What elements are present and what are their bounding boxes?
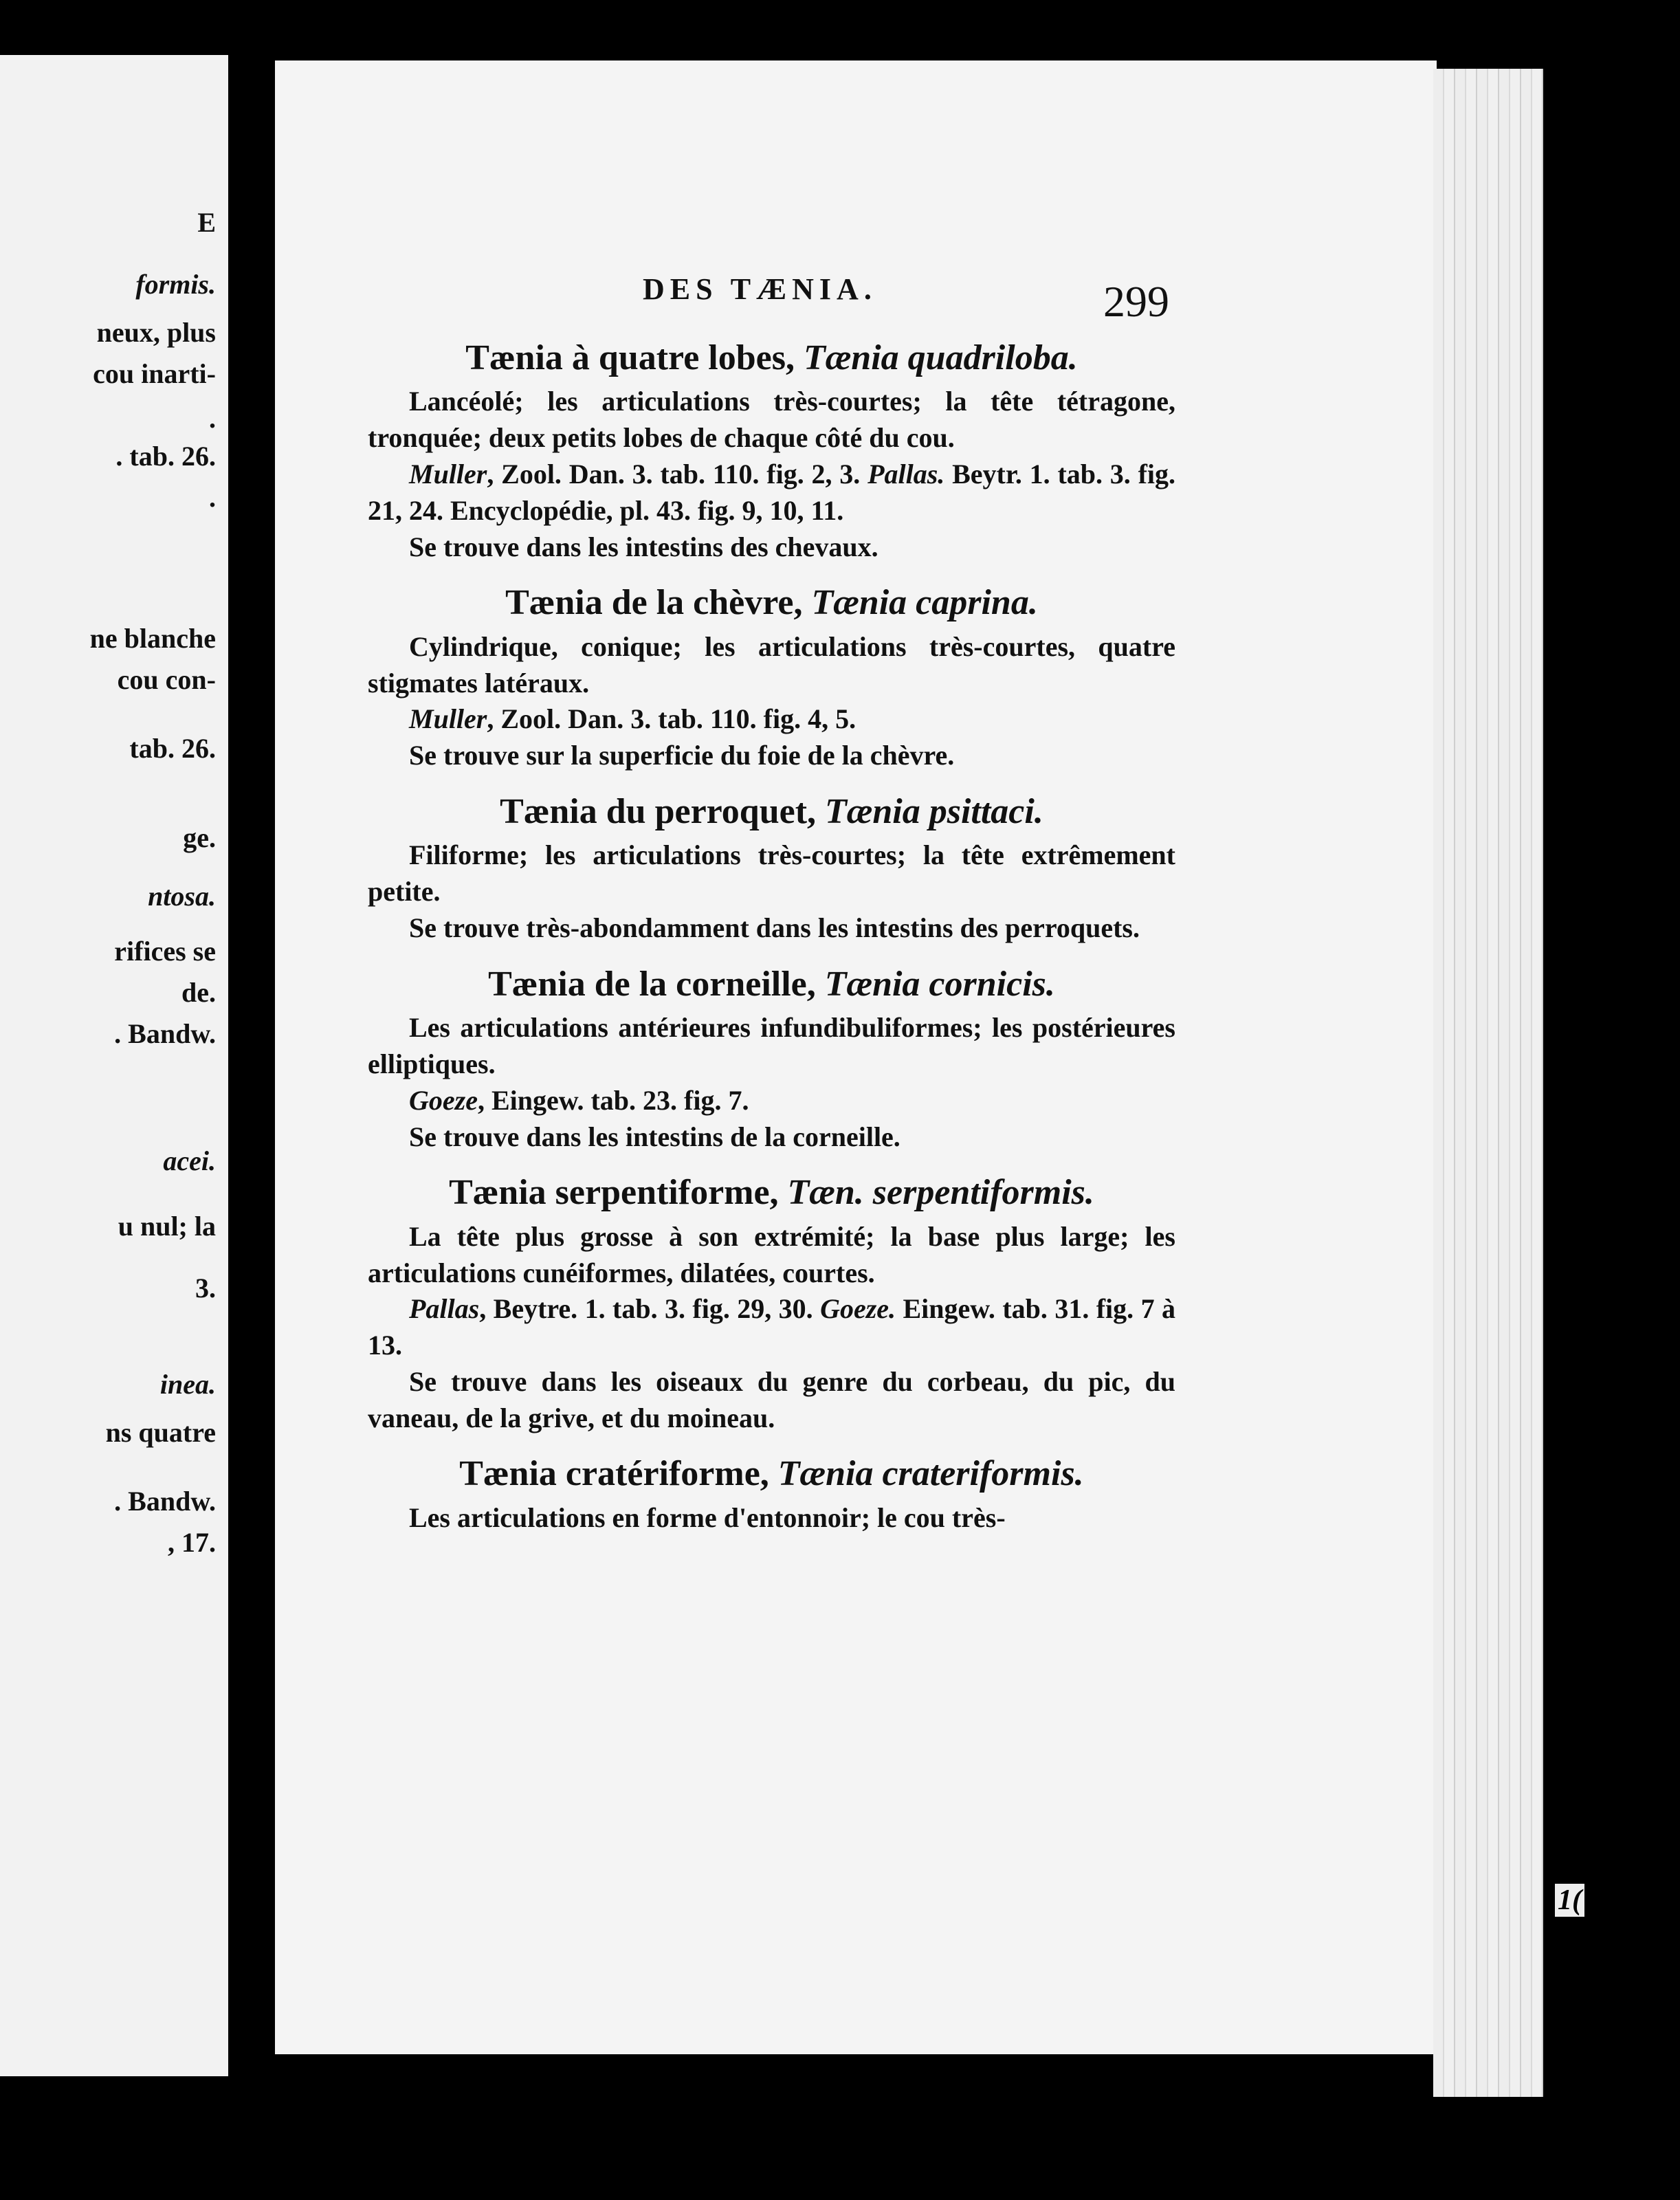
previous-page-line: cou inarti-	[93, 358, 216, 389]
previous-page-line: 3.	[195, 1273, 216, 1304]
entry-name: Tænia serpentiforme	[449, 1173, 770, 1213]
entry-latin-name: Tænia crateriformis.	[777, 1454, 1084, 1494]
entry-description: Filiforme; les articulations très-courtes; la tête extrêmement petite.	[368, 839, 1175, 908]
entry-heading: Tænia de la chèvre, Tænia caprina.	[505, 583, 1038, 623]
entry-name: Tænia cratériforme	[459, 1454, 760, 1494]
entry-heading: Tænia serpentiforme, Tæn. serpentiformis.	[449, 1173, 1094, 1213]
previous-page-line: de.	[181, 977, 216, 1008]
entry-latin-name: Tænia psittaci.	[825, 791, 1043, 831]
entry-habitat: Se trouve dans les intestins des chevaux.	[409, 531, 878, 562]
page-number: 299	[1103, 277, 1169, 326]
entry-latin-name: Tænia caprina.	[811, 583, 1038, 623]
entry-habitat: Se trouve dans les oiseaux du genre du corbeau, du pic, du vaneau, de la grive, et du moineau.	[368, 1365, 1175, 1433]
running-head: DES TÆNIA.	[643, 272, 877, 306]
entry-description: Cylindrique, conique; les articulations très-courtes, quatre stigmates latéraux.	[368, 630, 1175, 698]
previous-page-line: ge.	[183, 822, 216, 853]
entry-description: Les articulations en forme d'entonnoir; le cou très-	[409, 1502, 1006, 1533]
book-gutter	[228, 52, 260, 2080]
entry-name: Tænia de la corneille	[488, 964, 807, 1004]
previous-page-line: cou con-	[117, 664, 216, 695]
entry-references: Muller, Zool. Dan. 3. tab. 110. fig. 2, 3. Pallas. Beytr. 1. tab. 3. fig. 21, 24. Encyclopédie, pl. 43. fig. 9, 10, 11.	[368, 458, 1176, 526]
previous-page-line: E	[197, 207, 216, 238]
previous-page-line: ntosa.	[148, 881, 216, 912]
previous-page-line: ns quatre	[105, 1417, 216, 1448]
entry-references: Pallas, Beytre. 1. tab. 3. fig. 29, 30. Goeze. Eingew. tab. 31. fig. 7 à 13.	[368, 1293, 1175, 1361]
entry-serpentiformis	[368, 1172, 1175, 1436]
previous-page-line: inea.	[159, 1369, 216, 1400]
previous-page-line: neux, plus	[96, 317, 216, 348]
entry-latin-name: Tænia quadriloba.	[803, 338, 1078, 377]
previous-page-line: formis.	[135, 269, 216, 300]
previous-page-line: .	[209, 403, 216, 434]
entry-description: Les articulations antérieures infundibuliformes; les postérieures elliptiques.	[368, 1012, 1175, 1079]
entry-name: Tænia à quatre lobes	[465, 338, 786, 377]
entry-cornicis	[368, 963, 1175, 1156]
previous-page-line: acei.	[163, 1145, 216, 1176]
scan-border	[1543, 28, 1680, 2200]
previous-page-line: , 17.	[168, 1527, 216, 1558]
entry-heading: Tænia de la corneille, Tænia cornicis.	[488, 964, 1055, 1004]
entry-psittaci	[368, 791, 1175, 947]
page-edges	[1433, 69, 1543, 2097]
entry-references: Goeze, Eingew. tab. 23. fig. 7.	[409, 1084, 749, 1116]
previous-page-line: ne blanche	[89, 623, 216, 654]
entry-caprina	[368, 582, 1175, 774]
entry-heading: Tænia du perroquet, Tænia psittaci.	[500, 791, 1043, 831]
page-text	[368, 272, 1175, 1537]
entry-name: Tænia de la chèvre	[505, 583, 794, 623]
entry-crateriformis	[368, 1453, 1175, 1536]
previous-page-line: rifices se	[114, 936, 216, 967]
previous-page-line: tab. 26.	[129, 733, 216, 764]
edge-page-number-fragment: 1(	[1555, 1884, 1584, 1917]
entry-habitat: Se trouve dans les intestins de la corneille.	[409, 1121, 900, 1152]
entry-latin-name: Tænia cornicis.	[824, 964, 1055, 1004]
previous-page-line: . Bandw.	[114, 1486, 216, 1517]
entry-heading: Tænia cratériforme, Tænia crateriformis.	[459, 1454, 1084, 1494]
entry-description: Lancéolé; les articulations très-courtes; la tête tétragone, tronquée; deux petits lobes de chaque côté du cou.	[368, 386, 1175, 454]
entry-name: Tænia du perroquet	[500, 791, 808, 831]
previous-page-line: .	[209, 482, 216, 513]
entry-latin-name: Tæn. serpentiformis.	[787, 1173, 1094, 1213]
previous-page-line: u nul; la	[118, 1211, 216, 1242]
previous-page-line: . Bandw.	[114, 1018, 216, 1049]
entry-heading: Tænia à quatre lobes, Tænia quadriloba.	[465, 338, 1078, 377]
entry-habitat: Se trouve très-abondamment dans les intestins des perroquets.	[409, 912, 1140, 943]
entry-quadriloba	[368, 337, 1175, 565]
previous-page-fragment	[0, 55, 257, 2076]
previous-page-line: . tab. 26.	[115, 441, 216, 472]
entry-habitat: Se trouve sur la superficie du foie de la chèvre.	[409, 740, 955, 771]
entry-description: La tête plus grosse à son extrémité; la base plus large; les articulations cunéiformes, dilatées, courtes.	[368, 1220, 1175, 1288]
entry-references: Muller, Zool. Dan. 3. tab. 110. fig. 4, 5.	[409, 703, 856, 735]
